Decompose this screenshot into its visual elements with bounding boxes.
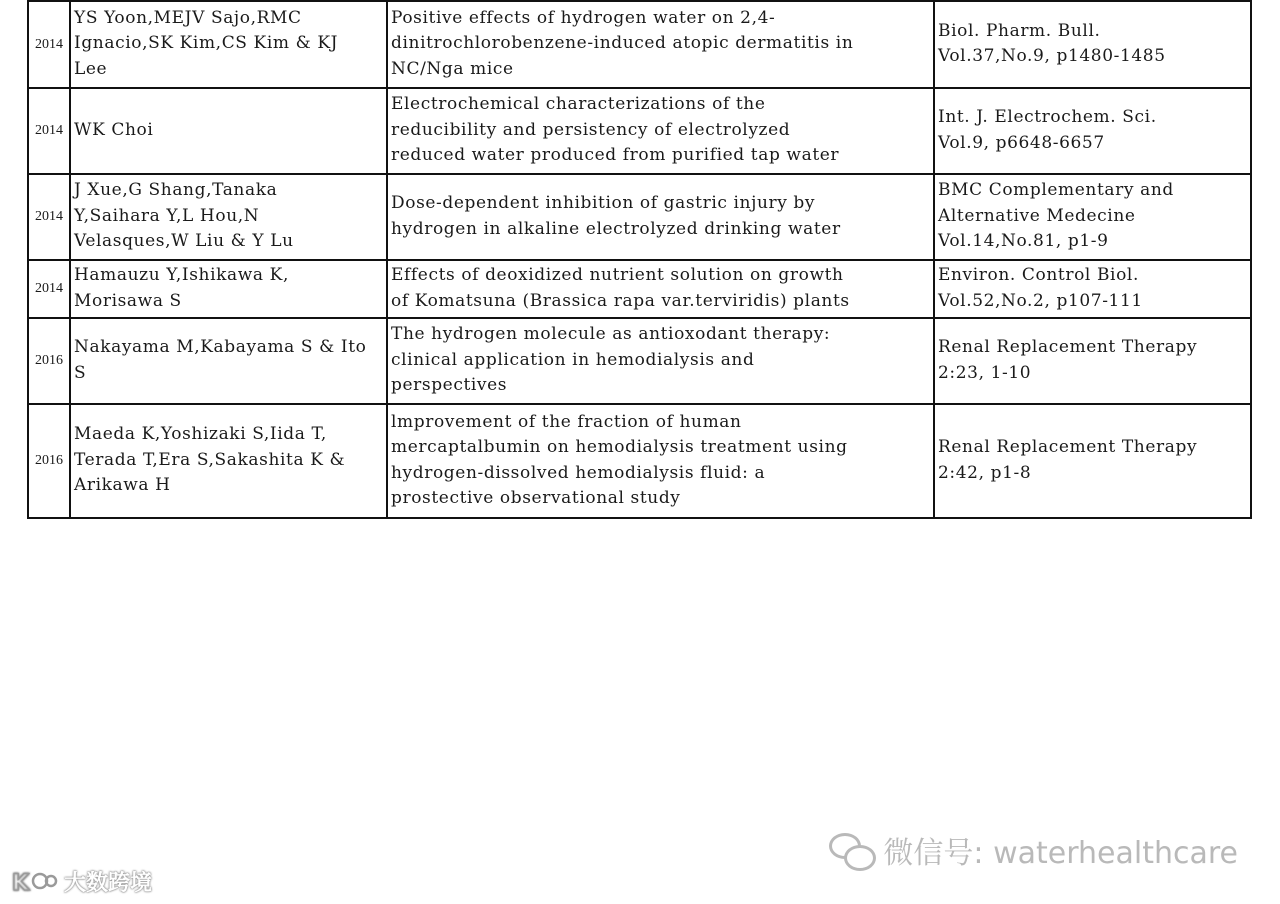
- wechat-icon: [829, 831, 875, 869]
- table-row: [28, 174, 1251, 260]
- authors-cell: Nakayama M,Kabayama S & Ito S: [70, 318, 387, 404]
- title-cell: Dose-dependent inhibition of gastric injury by hydrogen in alkaline electrolyzed drinking water: [387, 174, 934, 260]
- references-table: [27, 0, 1252, 519]
- title-cell: The hydrogen molecule as antioxodant therapy: clinical application in hemodialysis and perspectives: [387, 318, 934, 404]
- year-cell: 2014: [28, 260, 70, 318]
- table-row: [28, 404, 1251, 518]
- year-cell: 2014: [28, 174, 70, 260]
- authors-cell: WK Choi: [70, 88, 387, 174]
- source-cell: Environ. Control Biol. Vol.52,No.2, p107-111: [934, 260, 1251, 318]
- table-row: [28, 260, 1251, 318]
- source-cell: Biol. Pharm. Bull. Vol.37,No.9, p1480-1485: [934, 1, 1251, 88]
- year-cell: 2014: [28, 88, 70, 174]
- authors-cell: YS Yoon,MEJV Sajo,RMC Ignacio,SK Kim,CS Kim & KJ Lee: [70, 1, 387, 88]
- brand-logo: [10, 866, 152, 897]
- watermark-text: 微信号: waterhealthcare: [883, 836, 1238, 871]
- k-logo-icon: [10, 868, 58, 896]
- title-cell: Electrochemical characterizations of the reducibility and persistency of electrolyzed reduced water produced from purified tap water: [387, 88, 934, 174]
- svg-text:K: K: [12, 870, 30, 896]
- source-cell: Renal Replacement Therapy 2:42, p1-8: [934, 404, 1251, 518]
- authors-cell: Maeda K,Yoshizaki S,Iida T, Terada T,Era S,Sakashita K & Arikawa H: [70, 404, 387, 518]
- title-cell: Effects of deoxidized nutrient solution on growth of Komatsuna (Brassica rapa var.terviridis) plants: [387, 260, 934, 318]
- source-cell: BMC Complementary and Alternative Medecine Vol.14,No.81, p1-9: [934, 174, 1251, 260]
- source-cell: Renal Replacement Therapy 2:23, 1-10: [934, 318, 1251, 404]
- year-cell: 2016: [28, 318, 70, 404]
- table-row: [28, 318, 1251, 404]
- wechat-watermark: [829, 828, 1238, 872]
- logo-text: 大数跨境: [64, 871, 153, 896]
- table-row: [28, 1, 1251, 88]
- authors-cell: J Xue,G Shang,Tanaka Y,Saihara Y,L Hou,N Velasques,W Liu & Y Lu: [70, 174, 387, 260]
- year-cell: 2016: [28, 404, 70, 518]
- authors-cell: Hamauzu Y,Ishikawa K, Morisawa S: [70, 260, 387, 318]
- title-cell: lmprovement of the fraction of human mercaptalbumin on hemodialysis treatment using hydrogen-dissolved hemodialysis fluid: a prostective observational study: [387, 404, 934, 518]
- source-cell: Int. J. Electrochem. Sci. Vol.9, p6648-6657: [934, 88, 1251, 174]
- year-cell: 2014: [28, 1, 70, 88]
- title-cell: Positive effects of hydrogen water on 2,4- dinitrochlorobenzene-induced atopic dermatitis in NC/Nga mice: [387, 1, 934, 88]
- table-row: [28, 88, 1251, 174]
